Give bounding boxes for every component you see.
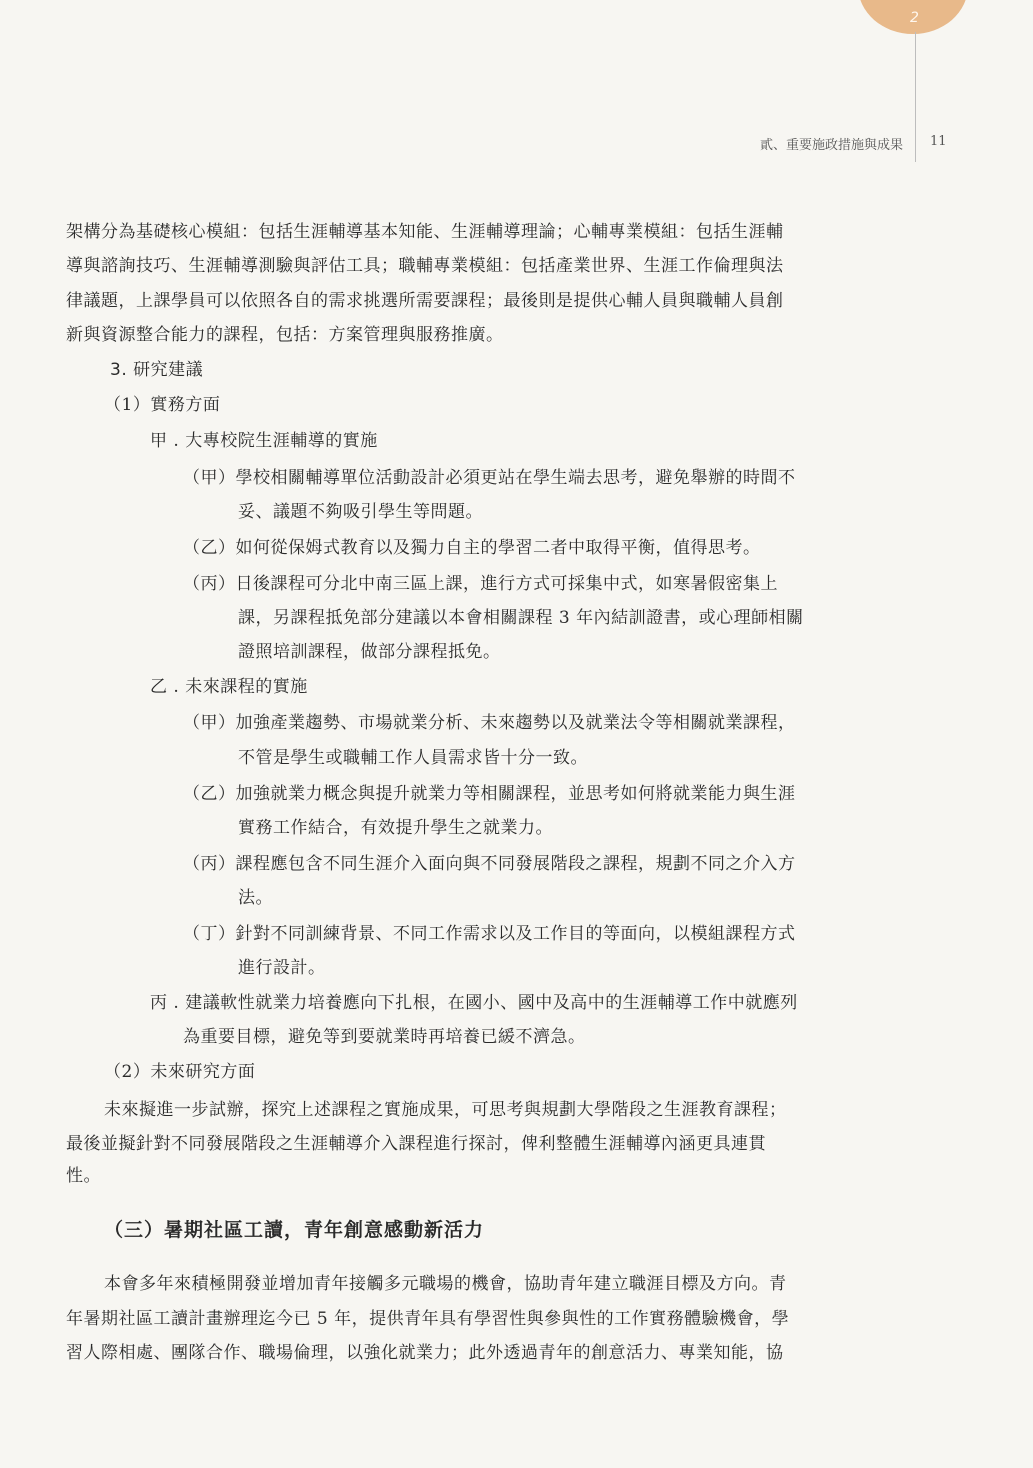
paragraph-line: 新與資源整合能力的課程，包括：方案管理與服務推廣。 [66,325,504,345]
paragraph-line: 架構分為基礎核心模組：包括生涯輔導基本知能、生涯輔導理論；心輔專業模組：包括生涯輔 [66,222,784,242]
paragraph-line: 未來擬進一步試辦，探究上述課程之實施成果，可思考與規劃大學階段之生涯教育課程； [104,1100,787,1120]
subheading-future-research: （2）未來研究方面 [104,1062,256,1082]
item-heading: 乙 . 未來課程的實施 [150,677,308,697]
paragraph-line: 性。 [66,1166,101,1186]
paragraph-line: 導與諮詢技巧、生涯輔導測驗與評估工具；職輔專業模組：包括產業世界、生涯工作倫理與法 [66,256,784,276]
list-item-line: 為重要目標，避免等到要就業時再培養已緩不濟急。 [183,1027,586,1047]
section-heading: （三）暑期社區工讀，青年創意感動新活力 [104,1219,485,1241]
list-item-line: （丁）針對不同訓練背景、不同工作需求以及工作目的等面向，以模組課程方式 [183,924,796,944]
header-divider [915,32,916,162]
heading-research-suggestions: 3. 研究建議 [110,360,204,380]
list-item-line: （丙）日後課程可分北中南三區上課，進行方式可採集中式，如寒暑假密集上 [183,574,778,594]
paragraph-line: 習人際相處、團隊合作、職場倫理，以強化就業力；此外透過青年的創意活力、專業知能，協 [66,1343,784,1363]
running-header-section: 貳、重要施政措施與成果 [760,138,904,153]
paragraph-line: 最後並擬針對不同發展階段之生涯輔導介入課程進行探討，俾利整體生涯輔導內涵更具連貫 [66,1134,766,1154]
subheading-practice: （1）實務方面 [104,395,221,415]
paragraph-line: 本會多年來積極開發並增加青年接觸多元職場的機會，協助青年建立職涯目標及方向。青 [104,1274,787,1294]
list-item-line: （甲）學校相關輔導單位活動設計必須更站在學生端去思考，避免舉辦的時間不 [183,468,796,488]
list-item-line: 課，另課程抵免部分建議以本會相關課程 3 年內結訓證書，或心理師相關 [238,608,804,628]
list-item-line: （丙）課程應包含不同生涯介入面向與不同發展階段之課程，規劃不同之介入方 [183,854,796,874]
item-heading: 甲 . 大專校院生涯輔導的實施 [150,431,378,451]
page-number: 11 [930,134,947,149]
list-item-line: （甲）加強產業趨勢、市場就業分析、未來趨勢以及就業法令等相關就業課程， [183,713,796,733]
list-item-line: （乙）如何從保姆式教育以及獨力自主的學習二者中取得平衡，值得思考。 [183,538,761,558]
paragraph-line: 年暑期社區工讀計畫辦理迄今已 5 年，提供青年具有學習性與參與性的工作實務體驗機會，學 [66,1309,790,1329]
list-item-line: 妥、議題不夠吸引學生等問題。 [238,502,483,522]
chapter-badge-number: 2 [910,10,919,26]
list-item-line: 證照培訓課程，做部分課程抵免。 [238,642,501,662]
list-item-line: （乙）加強就業力概念與提升就業力等相關課程，並思考如何將就業能力與生涯 [183,784,796,804]
paragraph-line: 律議題，上課學員可以依照各自的需求挑選所需要課程；最後則是提供心輔人員與職輔人員創 [66,291,784,311]
item-heading: 丙 . 建議軟性就業力培養應向下扎根，在國小、國中及高中的生涯輔導工作中就應列 [150,993,798,1013]
list-item-line: 實務工作結合，有效提升學生之就業力。 [238,818,553,838]
list-item-line: 進行設計。 [238,958,326,978]
list-item-line: 法。 [238,888,273,908]
list-item-line: 不管是學生或職輔工作人員需求皆十分一致。 [238,748,588,768]
